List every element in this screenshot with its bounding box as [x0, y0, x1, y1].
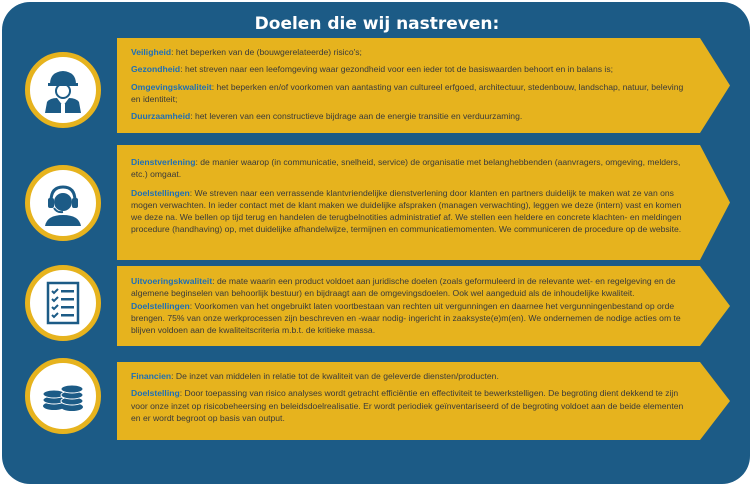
- text-doelstelling-finance: : Door toepassing van risico analyses wordt getracht efficiëntie en effectiviteit te bewerkstelligen. De begroting dient dekkend te zijn voor onze inzet op risicobeheersing en beleidsdoelrealisatie. Er wordt periodiek geïnventariseerd of de begroting voldoet aan de beide elementen en er wordt begroot op basis van output.: [131, 388, 684, 423]
- key-veiligheid: Veiligheid: [131, 47, 172, 57]
- worker-icon: [40, 66, 86, 114]
- text-duurzaamheid: : het leveren van een constructieve bijdrage aan de energie transitie en verduurzaming.: [190, 111, 523, 122]
- text-financien: : De inzet van middelen in relatie tot de kwaliteit van de geleverde diensten/producten.: [171, 371, 499, 381]
- section-finance: [117, 362, 730, 440]
- text-gezondheid: : het streven naar een leefomgeving waar gezondheid voor een ieder tot de basiswaarden behoort en in balans is;: [180, 64, 614, 75]
- key-financien: Financien: [131, 371, 172, 381]
- checklist-icon-circle: [25, 265, 101, 341]
- page-title: Doelen die wij nastreven:: [254, 14, 500, 34]
- section-safety: [117, 38, 730, 133]
- key-gezondheid: Gezondheid: [131, 64, 181, 75]
- key-duurzaamheid: Duurzaamheid: [131, 111, 191, 122]
- key-uitvoeringskwaliteit: Uitvoeringskwaliteit: [131, 276, 213, 286]
- key-doelstellingen-quality: Doelstellingen: [131, 300, 190, 311]
- section-finance-content: [131, 370, 692, 440]
- text-omgevingskwaliteit: : het beperken en/of voorkomen van aantasting van cultureel erfgoed, architectuur, stedenbouw, landschap, natuur, beleving en identiteit;: [131, 81, 684, 104]
- key-dienstverlening: Dienstverlening: [131, 157, 196, 167]
- key-doelstellingen-service: Doelstellingen: [131, 187, 190, 198]
- checklist-icon: [43, 280, 83, 326]
- text-uitvoeringskwaliteit: : de mate waarin een product voldoet aan juridische doelen (zoals geformuleerd in de relevante wet- en regelgeving en de algemene beginselen van behoorlijk bestuur) en bijdraagt aan de omgevingsdoelen. Ook wel aangeduid als de inhoudelijke kwaliteit.: [131, 276, 676, 299]
- text-doelstellingen-quality: : Voorkomen van het ongebruikt laten voortbestaan van rechten uit vergunningen en daarnee het vergunningenbestand op orde brengen. 75% van onze werkprocessen zijn beschreven en -waar nodig- ingericht in zaaksyste(e)m(en). We ondernemen de nodige acties om te blijven voldoen aan de kwaliteitscriteria m.b.t. de kritieke massa.: [131, 300, 681, 336]
- worker-icon-circle: [25, 52, 101, 128]
- section-quality: [117, 266, 730, 346]
- section-safety-content: [131, 46, 692, 133]
- coins-stack-icon: [40, 376, 86, 416]
- section-quality-content: [131, 275, 692, 346]
- coins-icon-circle: [25, 358, 101, 434]
- text-veiligheid: : het beperken van de (bouwgerelateerde) risico's;: [171, 47, 362, 57]
- text-doelstellingen-service: : We streven naar een verrassende klantvriendelijke dienstverlening door klanten en partners duidelijk te maken wat ze van ons mogen verwachten. In ieder contact met de klant maken we duidelijke afspraken (managen verwachting), leggen we deze (intern) vast en komen we deze na. We bellen op tijd terug en handelen de terugbelnotities administratief af. We stellen een heldere en concrete klachten- en meldingen procedure (handhaving) op, met duidelijke afhandelwijze, termijnen en communicatiemomenten. We communiceren de procedure op de website.: [131, 187, 682, 235]
- section-service-content: [131, 156, 692, 260]
- key-doelstelling-finance: Doelstelling: [131, 388, 180, 399]
- key-omgevingskwaliteit: Omgevingskwaliteit: [131, 81, 212, 92]
- headset-icon-circle: [25, 165, 101, 241]
- text-dienstverlening: : de manier waarop (in communicatie, snelheid, service) de organisatie met belanghebbenden (aanvragers, omgeving, melders, etc.) omgaat.: [131, 157, 681, 180]
- customer-service-headset-icon: [40, 179, 86, 227]
- section-service: [117, 145, 730, 260]
